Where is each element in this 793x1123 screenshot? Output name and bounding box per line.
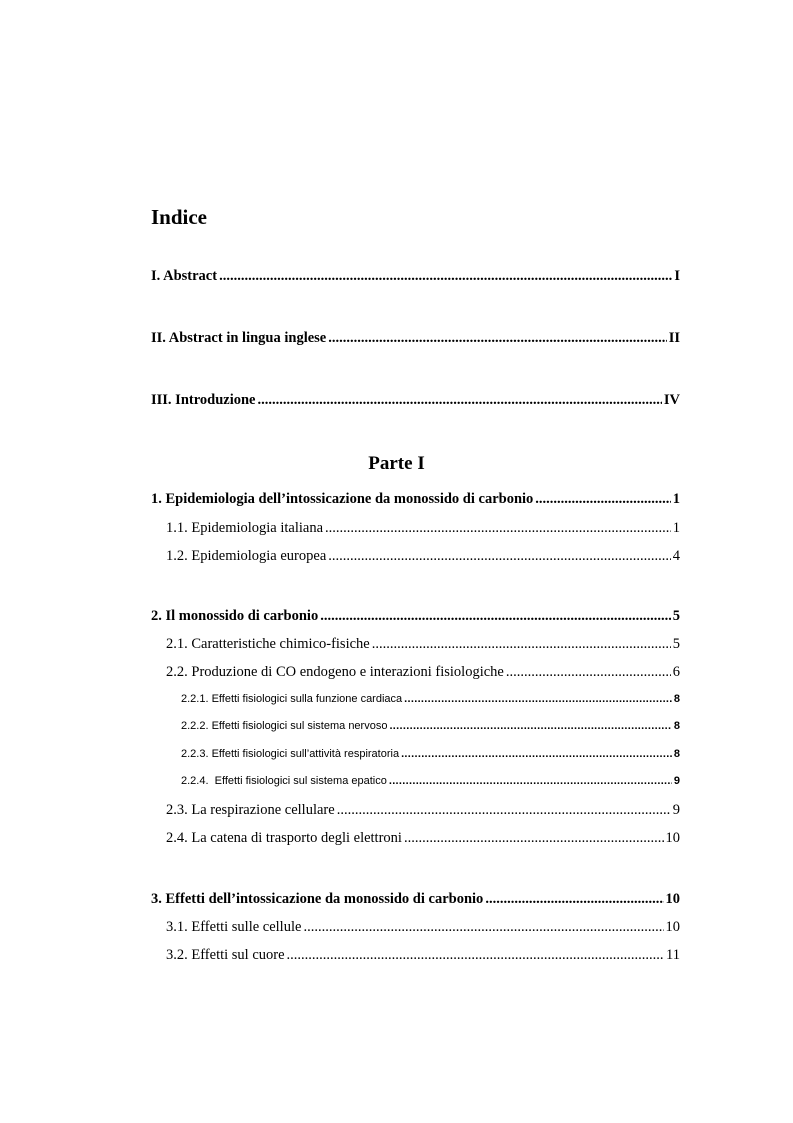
toc-entry-page: 9 xyxy=(672,802,680,818)
toc-leader xyxy=(485,890,663,908)
toc-entry-page: 10 xyxy=(665,891,680,907)
toc-entry-title: II. Abstract in lingua inglese xyxy=(151,330,327,346)
toc-leader xyxy=(287,946,665,964)
toc-leader xyxy=(535,490,670,508)
toc-entry-page: 4 xyxy=(672,548,680,564)
toc-entry-page: 10 xyxy=(665,919,680,935)
toc-entry-page: IV xyxy=(663,392,680,408)
toc-leader xyxy=(303,918,663,936)
toc-chapter-1[interactable] xyxy=(151,490,680,508)
toc-entry-title: 2.3. La respirazione cellulare xyxy=(166,802,335,818)
toc-entry-page: 8 xyxy=(673,693,680,705)
toc-leader xyxy=(389,774,672,788)
toc-entry-page: 9 xyxy=(673,775,680,787)
toc-section-3-2[interactable] xyxy=(166,946,680,964)
toc-entry-page: 1 xyxy=(672,520,680,536)
toc-entry-title: 2.2.1. Effetti fisiologici sulla funzione cardiaca xyxy=(181,693,403,705)
toc-entry-page: 6 xyxy=(672,664,680,680)
toc-entry-abstract-english[interactable] xyxy=(151,329,680,347)
toc-entry-title: 1.2. Epidemiologia europea xyxy=(166,548,327,564)
toc-entry-title: 2.2.3. Effetti fisiologici sull’attività respiratoria xyxy=(181,748,400,760)
toc-chapter-2[interactable] xyxy=(151,607,680,625)
toc-entry-page: 5 xyxy=(672,608,680,624)
toc-entry-page: 8 xyxy=(673,720,680,732)
toc-entry-page: 11 xyxy=(666,947,680,963)
toc-section-2-3[interactable] xyxy=(166,801,680,819)
toc-entry-title: I. Abstract xyxy=(151,268,218,284)
toc-leader xyxy=(404,829,664,847)
toc-entry-title: 2.4. La catena di trasporto degli elettroni xyxy=(166,830,402,846)
toc-leader xyxy=(389,719,671,733)
toc-section-2-2[interactable] xyxy=(166,663,680,681)
toc-subsection-2-2-4[interactable] xyxy=(181,774,680,788)
toc-entry-page: I xyxy=(674,268,680,284)
toc-subsection-2-2-1[interactable] xyxy=(181,692,680,706)
toc-leader xyxy=(372,635,671,653)
toc-entry-introduzione[interactable] xyxy=(151,391,680,409)
toc-leader xyxy=(401,747,672,761)
toc-entry-title: 2.1. Caratteristiche chimico-fisiche xyxy=(166,636,370,652)
toc-entry-title: 2. Il monossido di carbonio xyxy=(151,608,319,624)
toc-leader xyxy=(506,663,671,681)
toc-entry-page: 8 xyxy=(673,748,680,760)
toc-section-3-1[interactable] xyxy=(166,918,680,936)
toc-entry-page: 1 xyxy=(672,491,680,507)
toc-entry-abstract[interactable] xyxy=(151,267,680,285)
toc-leader xyxy=(257,391,661,409)
toc-leader xyxy=(328,547,670,565)
toc-subsection-2-2-3[interactable] xyxy=(181,747,680,761)
toc-entry-page: 10 xyxy=(665,830,680,846)
toc-entry-title: 3.2. Effetti sul cuore xyxy=(166,947,285,963)
toc-leader xyxy=(219,267,672,285)
toc-entry-title: 2.2. Produzione di CO endogeno e interazioni fisiologiche xyxy=(166,664,504,680)
toc-section-1-1[interactable] xyxy=(166,519,680,537)
part-title: Parte I xyxy=(368,453,425,474)
toc-entry-title: III. Introduzione xyxy=(151,392,256,408)
toc-entry-title: 2.2.4. Effetti fisiologici sul sistema epatico xyxy=(181,775,387,787)
toc-section-2-1[interactable] xyxy=(166,635,680,653)
toc-entry-title: 3. Effetti dell’intossicazione da monossido di carbonio xyxy=(151,891,484,907)
toc-leader xyxy=(320,607,671,625)
toc-section-1-2[interactable] xyxy=(166,547,680,565)
toc-entry-title: 1.1. Epidemiologia italiana xyxy=(166,520,324,536)
page-title: Indice xyxy=(151,205,208,229)
toc-entry-page: 5 xyxy=(672,636,680,652)
toc-entry-title: 3.1. Effetti sulle cellule xyxy=(166,919,302,935)
toc-chapter-3[interactable] xyxy=(151,890,680,908)
toc-subsection-2-2-2[interactable] xyxy=(181,719,680,733)
toc-section-2-4[interactable] xyxy=(166,829,680,847)
toc-leader xyxy=(325,519,671,537)
toc-entry-title: 2.2.2. Effetti fisiologici sul sistema nervoso xyxy=(181,720,388,732)
toc-leader xyxy=(404,692,672,706)
toc-entry-title: 1. Epidemiologia dell’intossicazione da monossido di carbonio xyxy=(151,491,534,507)
toc-leader xyxy=(337,801,671,819)
toc-entry-page: II xyxy=(668,330,680,346)
toc-leader xyxy=(328,329,666,347)
